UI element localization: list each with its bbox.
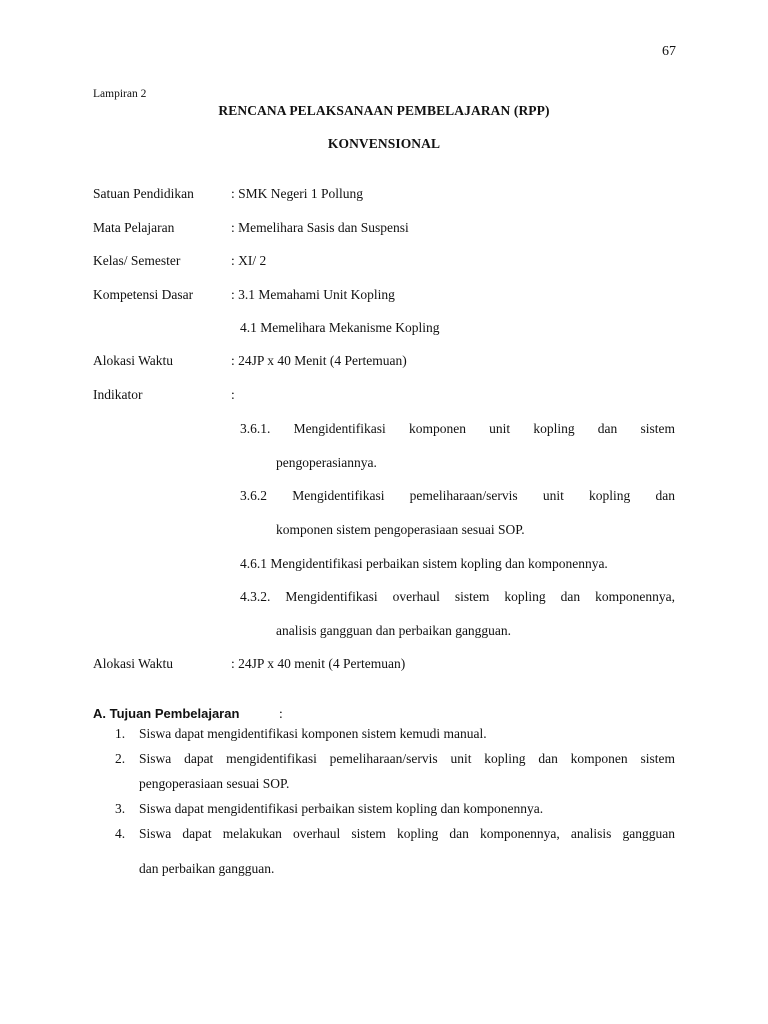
- list-item-number: 1.: [115, 726, 126, 741]
- list-item-text: Siswa dapat mengidentifikasi pemeliharaan/servis unit kopling dan komponen sistem: [139, 751, 675, 766]
- field-value-kompetensi: : 3.1 Memahami Unit Kopling: [231, 287, 395, 302]
- list-item-text-cont: pengoperasiaan sesuai SOP.: [139, 776, 290, 791]
- section-a-colon: :: [279, 706, 283, 721]
- field-value-indikator: :: [231, 387, 235, 402]
- indikator-item-1-cont: pengoperasiannya.: [276, 455, 377, 470]
- list-item-number: 4.: [115, 826, 126, 841]
- list-item-text: Siswa dapat melakukan overhaul sistem kopling dan komponennya, analisis gangguan: [139, 826, 675, 841]
- list-item-number: 2.: [115, 751, 126, 766]
- indikator-item-2-cont: komponen sistem pengoperasiaan sesuai SOP.: [276, 522, 525, 537]
- indikator-item-1: 3.6.1. Mengidentifikasi komponen unit kopling dan sistem: [240, 421, 675, 436]
- field-label-kelas: Kelas/ Semester: [93, 253, 181, 268]
- field-value-mapel: : Memelihara Sasis dan Suspensi: [231, 220, 409, 235]
- field-label-indikator: Indikator: [93, 387, 143, 402]
- field-value-kompetensi-2: 4.1 Memelihara Mekanisme Kopling: [240, 320, 440, 335]
- document-title: RENCANA PELAKSANAAN PEMBELAJARAN (RPP): [218, 103, 550, 118]
- field-label-satuan: Satuan Pendidikan: [93, 186, 194, 201]
- appendix-label: Lampiran 2: [93, 88, 147, 100]
- list-item-text: Siswa dapat mengidentifikasi komponen sistem kemudi manual.: [139, 726, 487, 741]
- list-item-text: Siswa dapat mengidentifikasi perbaikan sistem kopling dan komponennya.: [139, 801, 544, 816]
- indikator-item-4-cont: analisis gangguan dan perbaikan gangguan.: [276, 623, 512, 638]
- field-value-satuan: : SMK Negeri 1 Pollung: [231, 186, 364, 201]
- field-value-alokasi-2: : 24JP x 40 menit (4 Pertemuan): [231, 656, 406, 671]
- list-item-text-cont: dan perbaikan gangguan.: [139, 861, 275, 876]
- document-subtitle: KONVENSIONAL: [327, 136, 441, 151]
- page-number: 67: [662, 44, 676, 59]
- field-label-mapel: Mata Pelajaran: [93, 220, 175, 235]
- field-label-alokasi: Alokasi Waktu: [93, 353, 174, 368]
- field-label-alokasi-2: Alokasi Waktu: [93, 656, 174, 671]
- field-value-kelas: : XI/ 2: [231, 253, 267, 268]
- field-value-alokasi: : 24JP x 40 Menit (4 Pertemuan): [231, 353, 407, 368]
- list-item-number: 3.: [115, 801, 126, 816]
- section-a-title: A. Tujuan Pembelajaran: [93, 706, 240, 721]
- field-label-kompetensi: Kompetensi Dasar: [93, 287, 194, 302]
- indikator-item-2: 3.6.2 Mengidentifikasi pemeliharaan/servis unit kopling dan: [240, 488, 675, 503]
- indikator-item-3: 4.6.1 Mengidentifikasi perbaikan sistem kopling dan komponennya.: [240, 556, 608, 571]
- indikator-item-4: 4.3.2. Mengidentifikasi overhaul sistem kopling dan komponennya,: [240, 589, 675, 604]
